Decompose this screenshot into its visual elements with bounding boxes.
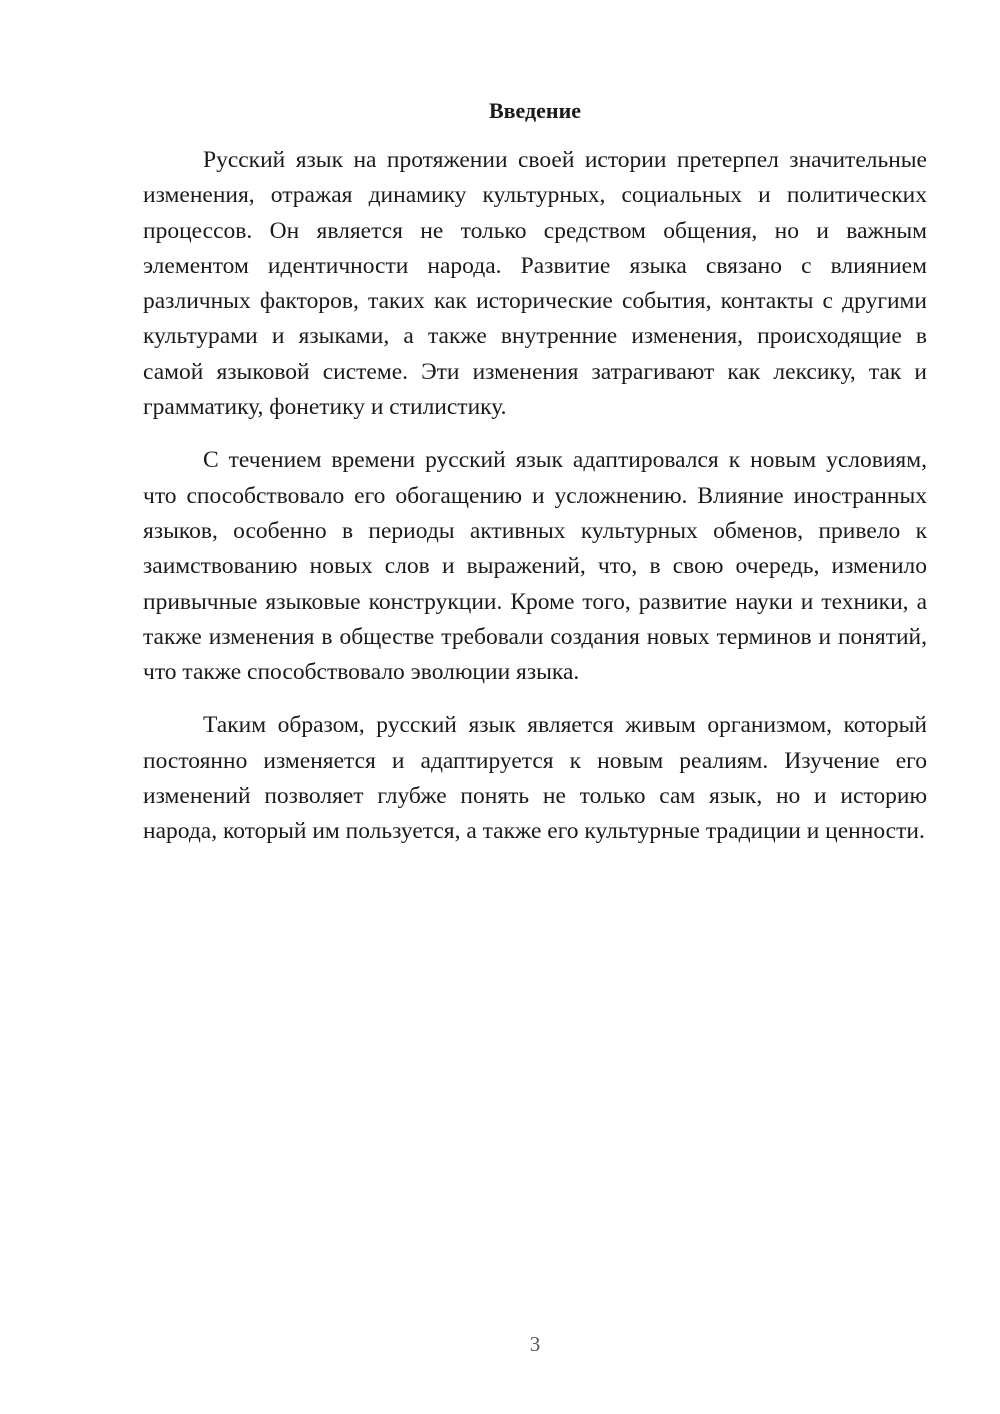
paragraph-3: Таким образом, русский язык является живым организмом, который постоянно изменяется и адаптируется к новым реалиям. Изучение его изменений позволяет глубже понять не только сам язык, но и историю народа, который им пользуется, а также его культурные традиции и ценности. (143, 712, 927, 845)
page-content (143, 96, 927, 850)
paragraph-2: С течением времени русский язык адаптировался к новым условиям, что способствовало его обогащению и усложнению. Влияние иностранных языков, особенно в периоды активных культурных обменов, привело к заимствованию новых слов и выражений, что, в свою очередь, изменило привычные языковые конструкции. Кроме того, развитие науки и техники, а также изменения в обществе требовали создания новых терминов и понятий, что также способствовало эволюции языка. (143, 447, 927, 686)
page-number: 3 (529, 1332, 541, 1356)
section-title: Введение (488, 98, 582, 123)
paragraph-1: Русский язык на протяжении своей истории претерпел значительные изменения, отражая динамику культурных, социальных и политических процессов. Он является не только средством общения, но и важным элементом идентичности народа. Развитие языка связано с влиянием различных факторов, таких как исторические события, контакты с другими культурами и языками, а также внутренние изменения, происходящие в самой языковой системе. Эти изменения затрагивают как лексику, так и грамматику, фонетику и стилистику. (143, 147, 927, 421)
